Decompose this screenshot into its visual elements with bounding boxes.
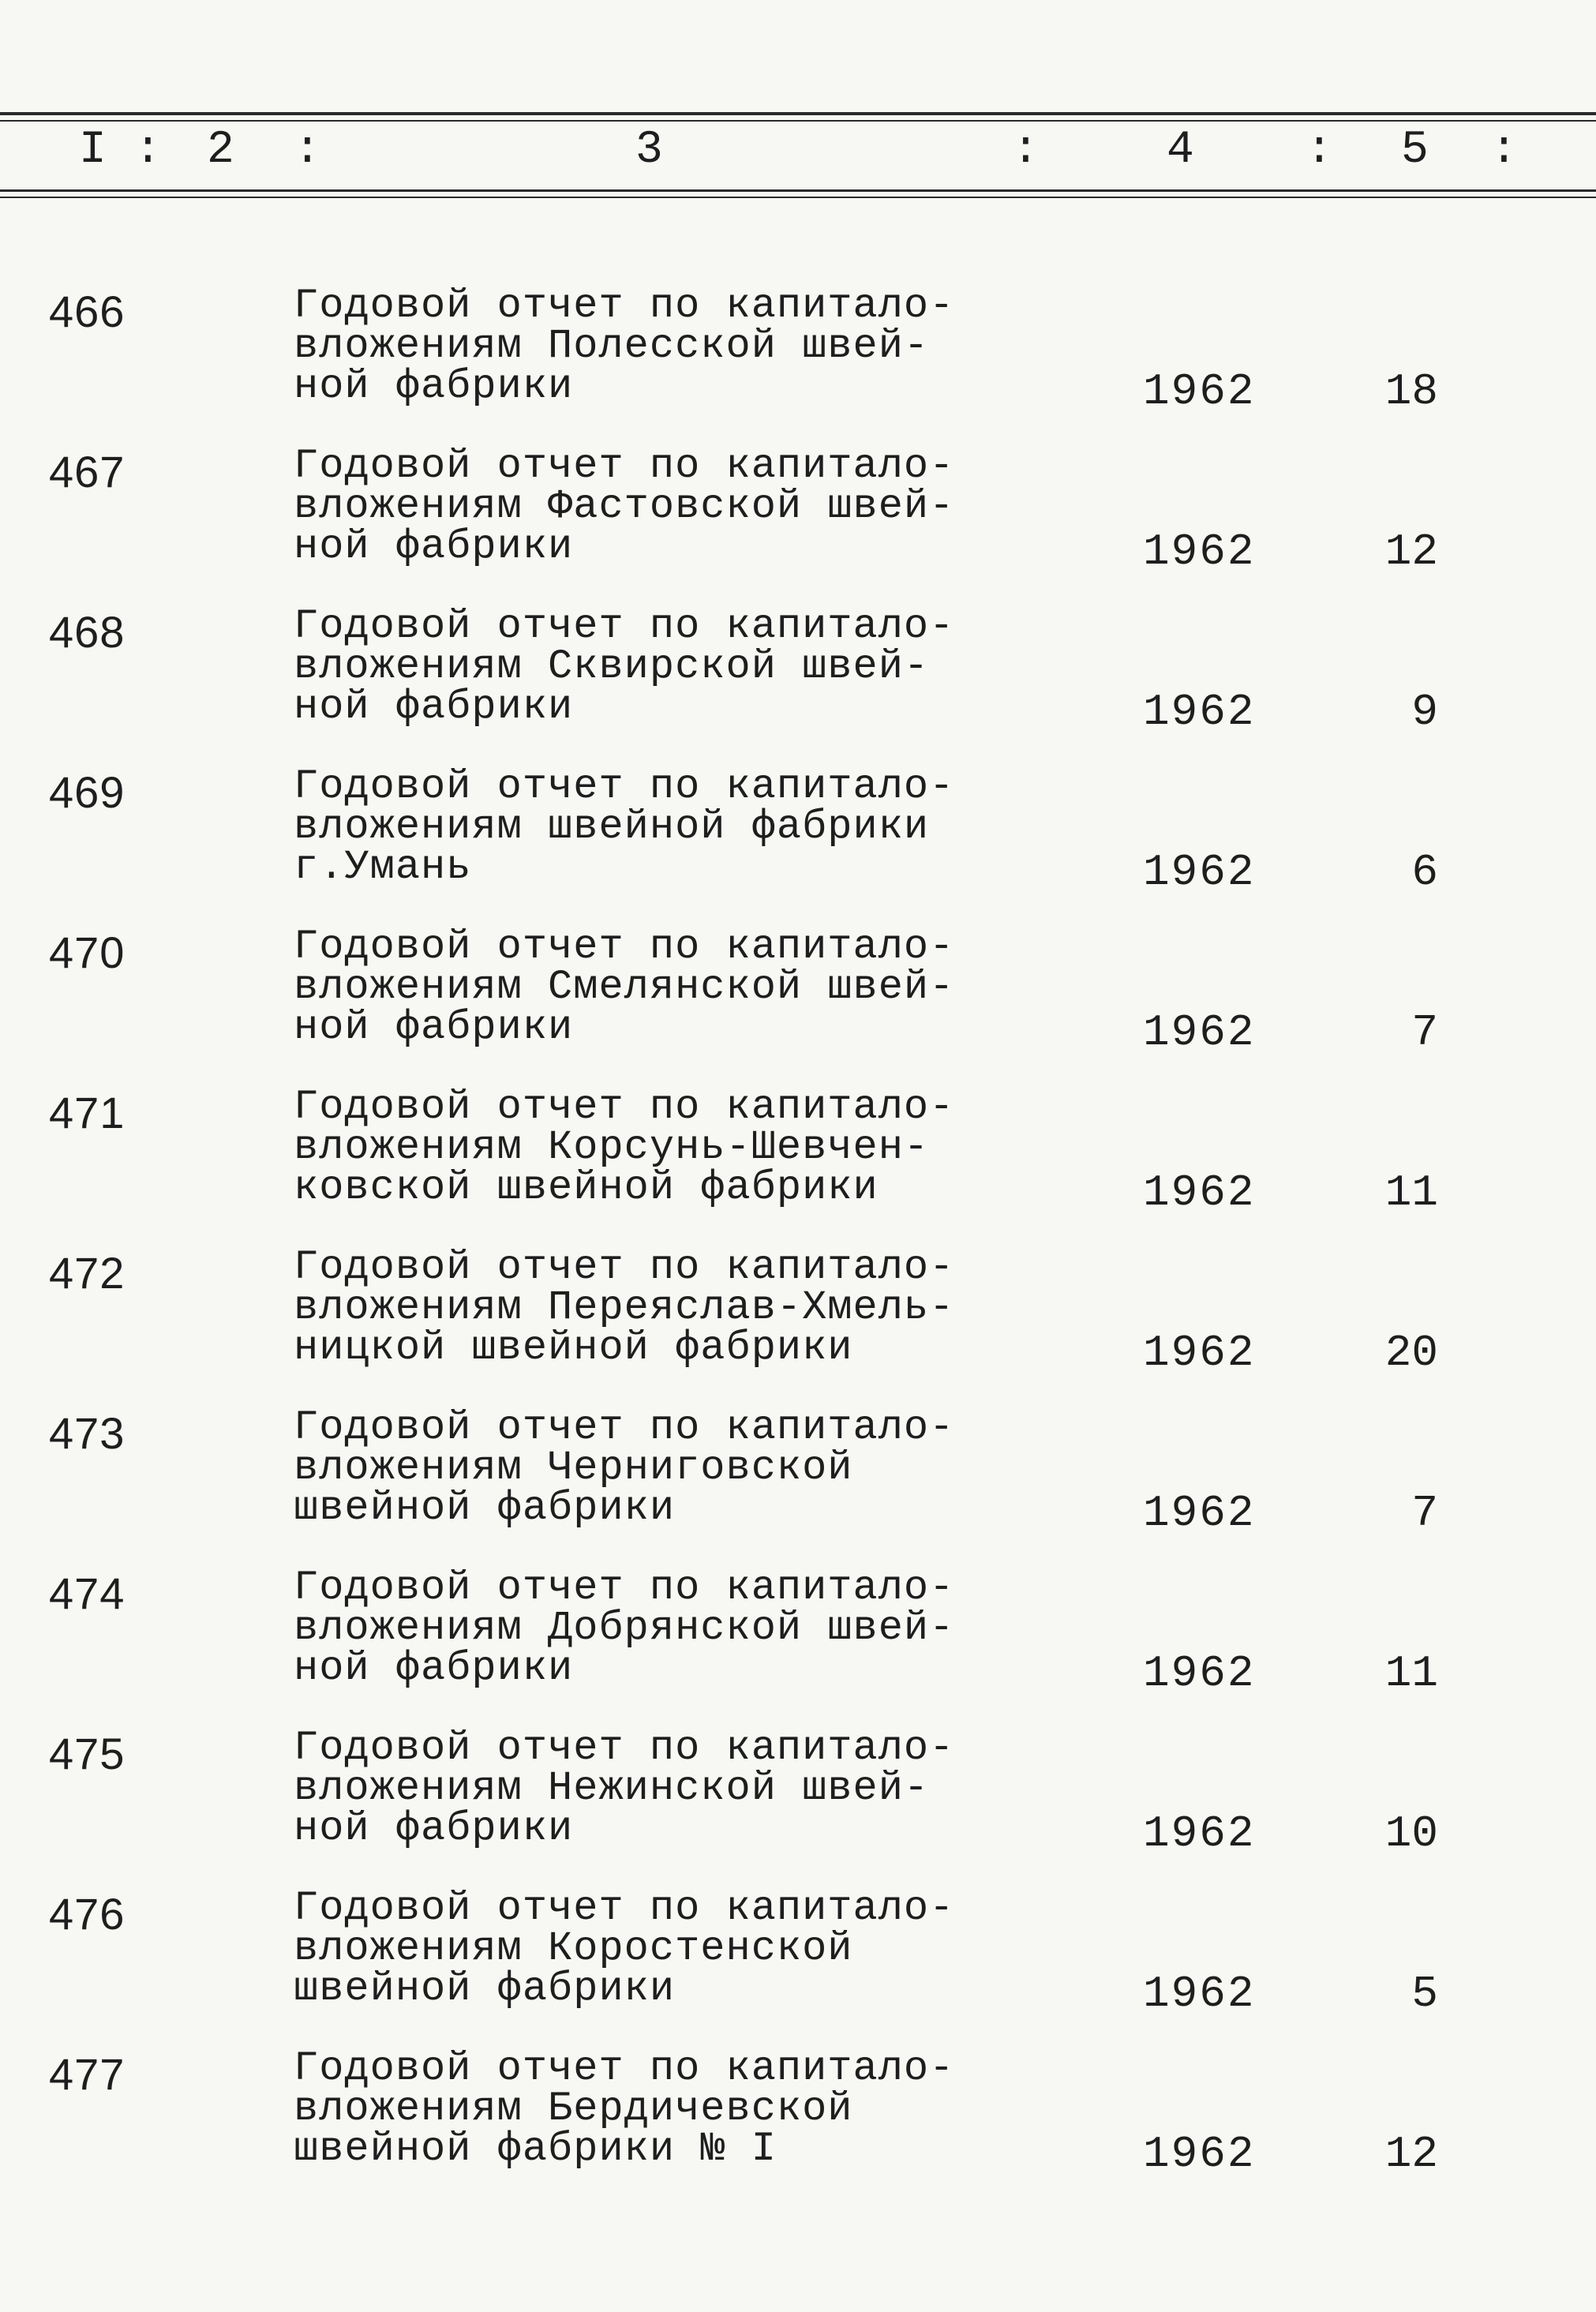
entry-description-line: вложениям Черниговской <box>294 1445 853 1491</box>
entry-year: 1962 <box>1143 1808 1256 1859</box>
entry-description-line: вложениям Полесской швей- <box>294 323 930 369</box>
entry-description-line: вложениям Фастовской швей- <box>294 483 955 530</box>
entry-number: 469 <box>49 767 126 817</box>
entry-description-line: вложениям Сквирской швей- <box>294 643 930 690</box>
entry-description-line: вложениям Корсунь-Шевчен- <box>294 1124 930 1171</box>
entry-year: 1962 <box>1143 1328 1256 1378</box>
inventory-entry <box>0 1885 1596 2046</box>
entry-description-line: вложениям Переяслав-Хмель- <box>294 1284 955 1331</box>
entry-description <box>294 763 1004 890</box>
entry-description-line: Годовой отчет по капитало- <box>294 1404 955 1451</box>
entry-number: 477 <box>49 2049 126 2099</box>
entry-description-line: вложениям Смелянской швей- <box>294 964 955 1010</box>
column-separator: : <box>294 125 321 176</box>
entry-description <box>294 1725 1004 1852</box>
entry-number: 467 <box>49 447 126 496</box>
inventory-entry <box>0 603 1596 764</box>
entry-description <box>294 1885 1004 2012</box>
entry-description-line: Годовой отчет по капитало- <box>294 283 955 329</box>
entry-description <box>294 1404 1004 1531</box>
entry-description <box>294 603 1004 730</box>
column-separator: : <box>1012 125 1040 176</box>
entry-description-line: вложениям Нежинской швей- <box>294 1765 930 1812</box>
entry-description-line: Годовой отчет по капитало- <box>294 1084 955 1130</box>
entry-number: 474 <box>49 1568 126 1618</box>
column-separator: : <box>134 125 162 176</box>
entry-sheet-count: 11 <box>1384 1648 1438 1699</box>
entry-description-line: Годовой отчет по капитало- <box>294 1244 955 1291</box>
entry-description-line: ной фабрики <box>294 363 574 410</box>
entry-description <box>294 283 1004 410</box>
entry-description-line: Годовой отчет по капитало- <box>294 1725 955 1771</box>
entry-sheet-count: 10 <box>1384 1808 1438 1859</box>
entry-sheet-count: 5 <box>1411 1969 1438 2019</box>
entry-description-line: ной фабрики <box>294 523 574 570</box>
entry-sheet-count: 7 <box>1411 1007 1438 1058</box>
column-header-1: I <box>79 125 107 176</box>
header-bottom-rule-thin <box>0 197 1596 198</box>
entry-description-line: Годовой отчет по капитало- <box>294 603 955 650</box>
entry-description-line: Годовой отчет по капитало- <box>294 924 955 970</box>
entry-description-line: ницкой швейной фабрики <box>294 1325 853 1371</box>
column-header-2: 2 <box>207 125 234 176</box>
entry-number: 475 <box>49 1729 126 1778</box>
entry-year: 1962 <box>1143 2129 1256 2179</box>
inventory-entry <box>0 763 1596 924</box>
entry-description-line: ной фабрики <box>294 1645 574 1692</box>
entry-number: 470 <box>49 927 126 977</box>
entry-sheet-count: 9 <box>1411 687 1438 737</box>
entry-number: 472 <box>49 1248 126 1298</box>
column-header-row <box>0 118 1596 189</box>
entry-description-line: Годовой отчет по капитало- <box>294 1564 955 1611</box>
entry-description-line: ной фабрики <box>294 684 574 730</box>
inventory-entry <box>0 283 1596 444</box>
entry-sheet-count: 12 <box>1384 526 1438 577</box>
entry-description-line: Годовой отчет по капитало- <box>294 443 955 489</box>
entry-year: 1962 <box>1143 1969 1256 2019</box>
column-header-3: 3 <box>635 125 663 176</box>
entry-description <box>294 1084 1004 1211</box>
header-bottom-rule <box>0 189 1596 192</box>
entry-number: 473 <box>49 1408 126 1458</box>
column-header-4: 4 <box>1167 125 1194 176</box>
inventory-entry <box>0 1244 1596 1405</box>
inventory-entry <box>0 1404 1596 1565</box>
entry-description-line: г.Умань <box>294 844 472 890</box>
entry-description-line: швейной фабрики № I <box>294 2126 777 2172</box>
entry-description <box>294 1244 1004 1371</box>
entry-description-line: швейной фабрики <box>294 1485 676 1531</box>
entry-year: 1962 <box>1143 1488 1256 1538</box>
entry-sheet-count: 7 <box>1411 1488 1438 1538</box>
entry-year: 1962 <box>1143 366 1256 417</box>
entry-year: 1962 <box>1143 687 1256 737</box>
entry-description-line: Годовой отчет по капитало- <box>294 763 955 810</box>
entry-description-line: ной фабрики <box>294 1805 574 1852</box>
entry-description-line: Годовой отчет по капитало- <box>294 1885 955 1932</box>
inventory-entry <box>0 1564 1596 1726</box>
inventory-entry <box>0 1084 1596 1245</box>
top-rule <box>0 112 1596 115</box>
entry-sheet-count: 18 <box>1384 366 1438 417</box>
inventory-entry <box>0 1725 1596 1886</box>
entry-description <box>294 443 1004 570</box>
entry-year: 1962 <box>1143 847 1256 897</box>
inventory-entry <box>0 924 1596 1085</box>
entry-sheet-count: 6 <box>1411 847 1438 897</box>
entry-description-line: вложениям Добрянской швей- <box>294 1605 955 1651</box>
entry-sheet-count: 11 <box>1384 1167 1438 1218</box>
entry-year: 1962 <box>1143 526 1256 577</box>
entry-description <box>294 2045 1004 2172</box>
entry-number: 476 <box>49 1889 126 1939</box>
entry-description-line: Годовой отчет по капитало- <box>294 2045 955 2092</box>
entry-sheet-count: 20 <box>1384 1328 1438 1378</box>
entry-description <box>294 1564 1004 1692</box>
entry-description-line: ной фабрики <box>294 1004 574 1051</box>
entry-number: 468 <box>49 607 126 657</box>
entry-description-line: швейной фабрики <box>294 1965 676 2012</box>
entry-year: 1962 <box>1143 1167 1256 1218</box>
entry-sheet-count: 12 <box>1384 2129 1438 2179</box>
column-separator: : <box>1306 125 1333 176</box>
entry-year: 1962 <box>1143 1007 1256 1058</box>
entry-description-line: ковской швейной фабрики <box>294 1164 879 1211</box>
entry-description-line: вложениям швейной фабрики <box>294 804 930 850</box>
inventory-entry <box>0 2045 1596 2206</box>
column-header-5: 5 <box>1401 125 1429 176</box>
entry-year: 1962 <box>1143 1648 1256 1699</box>
entry-number: 466 <box>49 287 126 336</box>
column-separator: : <box>1490 125 1518 176</box>
entry-description-line: вложениям Коростенской <box>294 1925 853 1972</box>
entry-description-line: вложениям Бердичевской <box>294 2085 853 2132</box>
inventory-entry <box>0 443 1596 604</box>
entry-description <box>294 924 1004 1051</box>
entry-number: 471 <box>49 1088 126 1137</box>
